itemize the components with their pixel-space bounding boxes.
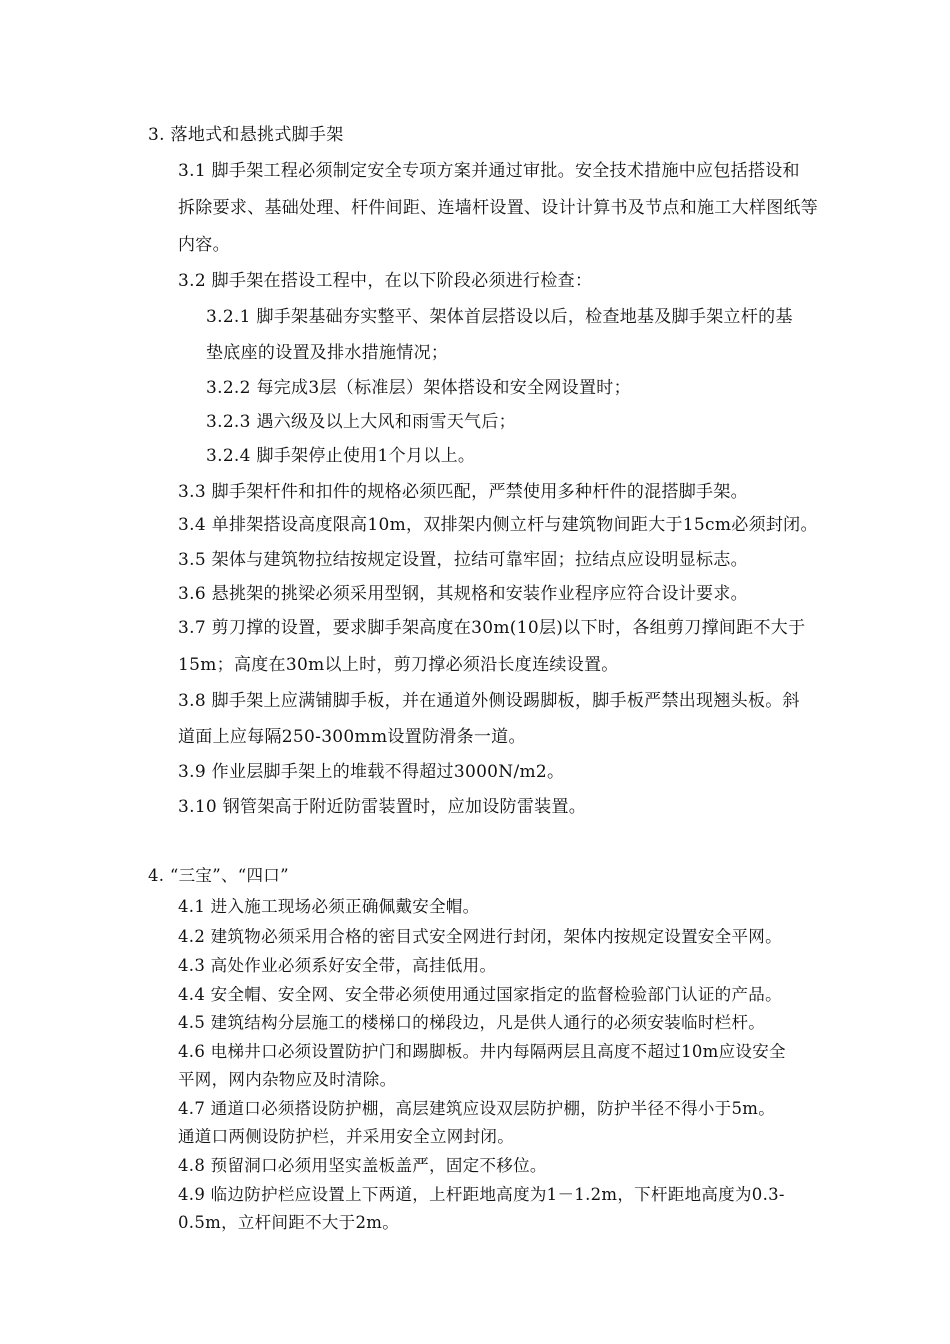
section-3-heading: 3. 落地式和悬挑式脚手架 <box>148 125 344 145</box>
clause-3-8-line-2: 道面上应每隔250-300mm设置防滑条一道。 <box>178 727 526 747</box>
clause-3-10: 3.10 钢管架高于附近防雷装置时，应加设防雷装置。 <box>178 797 587 817</box>
clause-4-9-line-1: 4.9 临边防护栏应设置上下两道，上杆距地高度为1－1.2m，下杆距地高度为0.3- <box>178 1185 785 1204</box>
clause-3-9: 3.9 作业层脚手架上的堆载不得超过3000N/m2。 <box>178 762 565 782</box>
clause-3-7-line-1: 3.7 剪刀撑的设置，要求脚手架高度在30m(10层)以下时，各组剪刀撑间距不大于 <box>178 618 806 638</box>
clause-3-4: 3.4 单排架搭设高度限高10m，双排架内侧立杆与建筑物间距大于15cm必须封闭。 <box>178 515 818 535</box>
clause-3-6: 3.6 悬挑架的挑梁必须采用型钢，其规格和安装作业程序应符合设计要求。 <box>178 584 748 604</box>
clause-3-2-1-line-2: 垫底座的设置及排水措施情况； <box>206 343 449 363</box>
clause-3-1-line-3: 内容。 <box>178 235 230 255</box>
section-4-heading: 4. “三宝”、“四口” <box>148 866 289 885</box>
clause-4-6-line-2: 平网，网内杂物应及时清除。 <box>178 1070 397 1089</box>
clause-4-7-line-2: 通道口两侧设防护栏，并采用安全立网封闭。 <box>178 1127 514 1146</box>
clause-3-2-4: 3.2.4 脚手架停止使用1个月以上。 <box>206 446 476 466</box>
clause-3-1-line-1: 3.1 脚手架工程必须制定安全专项方案并通过审批。安全技术措施中应包括搭设和 <box>178 161 800 181</box>
clause-3-8-line-1: 3.8 脚手架上应满铺脚手板，并在通道外侧设踢脚板，脚手板严禁出现翘头板。斜 <box>178 691 800 711</box>
clause-3-1-line-2: 拆除要求、基础处理、杆件间距、连墙杆设置、设计计算书及节点和施工大样图纸等 <box>178 198 819 218</box>
clause-4-4: 4.4 安全帽、安全网、安全带必须使用通过国家指定的监督检验部门认证的产品。 <box>178 985 782 1004</box>
clause-3-2-3: 3.2.3 遇六级及以上大风和雨雪天气后； <box>206 412 516 432</box>
clause-4-1: 4.1 进入施工现场必须正确佩戴安全帽。 <box>178 897 480 916</box>
clause-3-2-1-line-1: 3.2.1 脚手架基础夯实整平、架体首层搭设以后，检查地基及脚手架立杆的基 <box>206 307 793 327</box>
clause-4-5: 4.5 建筑结构分层施工的楼梯口的梯段边，凡是供人通行的必须安装临时栏杆。 <box>178 1013 766 1032</box>
clause-3-7-line-2: 15m；高度在30m以上时，剪刀撑必须沿长度连续设置。 <box>178 655 619 675</box>
clause-4-9-line-2: 0.5m，立杆间距不大于2m。 <box>178 1213 400 1232</box>
clause-3-3: 3.3 脚手架杆件和扣件的规格必须匹配，严禁使用多种杆件的混搭脚手架。 <box>178 482 748 502</box>
clause-3-2-2: 3.2.2 每完成3层（标准层）架体搭设和安全网设置时； <box>206 378 631 398</box>
clause-4-8: 4.8 预留洞口必须用坚实盖板盖严，固定不移位。 <box>178 1156 547 1175</box>
clause-4-2: 4.2 建筑物必须采用合格的密目式安全网进行封闭，架体内按规定设置安全平网。 <box>178 927 782 946</box>
clause-3-2: 3.2 脚手架在搭设工程中，在以下阶段必须进行检查： <box>178 271 593 291</box>
clause-3-5: 3.5 架体与建筑物拉结按规定设置，拉结可靠牢固；拉结点应设明显标志。 <box>178 550 748 570</box>
clause-4-3: 4.3 高处作业必须系好安全带，高挂低用。 <box>178 956 497 975</box>
clause-4-7-line-1: 4.7 通道口必须搭设防护棚，高层建筑应设双层防护棚，防护半径不得小于5m。 <box>178 1099 776 1118</box>
clause-4-6-line-1: 4.6 电梯井口必须设置防护门和踢脚板。井内每隔两层且高度不超过10m应设安全 <box>178 1042 786 1061</box>
